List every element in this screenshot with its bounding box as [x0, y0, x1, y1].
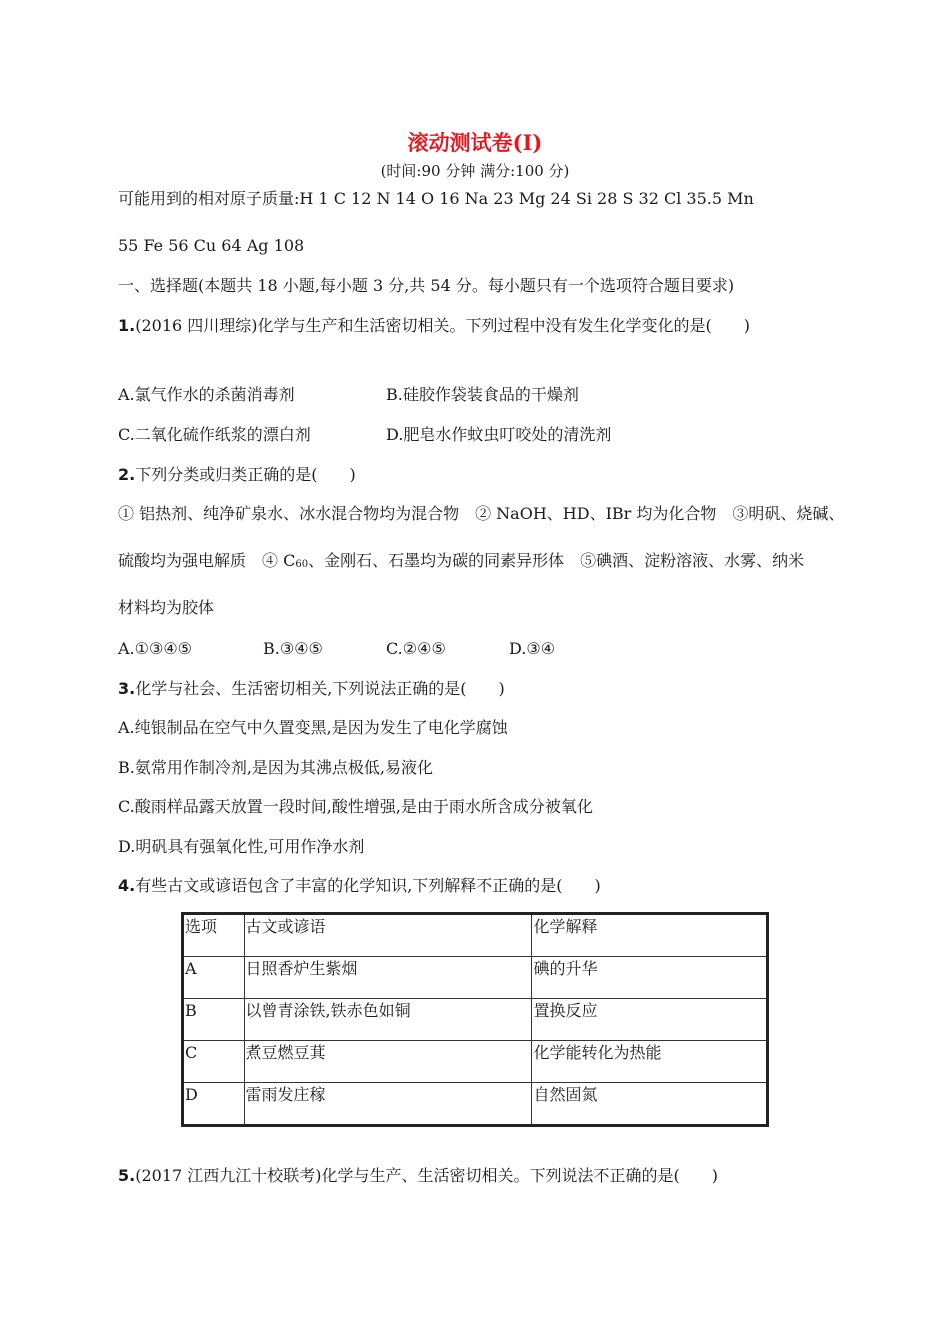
q3-option-b: B.氨常用作制冷剂,是因为其沸点极低,易液化	[118, 758, 434, 777]
q3-option-c: C.酸雨样品露天放置一段时间,酸性增强,是由于雨水所含成分被氧化	[118, 797, 593, 816]
q2-option-c: C.②④⑤	[386, 639, 446, 658]
question-number: 5.	[118, 1166, 136, 1185]
section-header: 一、选择题(本题共 18 小题,每小题 3 分,共 54 分。每小题只有一个选项符合题目要求)	[118, 276, 735, 295]
page-title: 滚动测试卷(Ⅰ)	[407, 130, 543, 155]
table-cell: 自然固氮	[532, 1083, 768, 1126]
question-number: 2.	[118, 465, 136, 484]
table-header-row	[183, 914, 768, 957]
q2-option-b: B.③④⑤	[263, 639, 323, 658]
question-4	[118, 876, 601, 896]
q2-statement-line-2	[118, 551, 804, 575]
question-number: 4.	[118, 876, 136, 895]
question-stem: 化学与社会、生活密切相关,下列说法正确的是( )	[135, 679, 505, 698]
q2-statement-line-1: ① 铝热剂、纯净矿泉水、冰水混合物均为混合物 ② NaOH、HD、IBr 均为化合物 ③明矾、烧碱、	[118, 504, 845, 523]
table-header-cell: 选项	[183, 914, 245, 957]
question-stem: 下列分类或归类正确的是( )	[135, 465, 356, 484]
q2-option-d: D.③④	[509, 639, 556, 658]
table-cell: A	[183, 957, 245, 999]
table-cell: 日照香炉生紫烟	[244, 957, 532, 999]
q2-line2-part-a: 硫酸均为强电解质 ④ C	[118, 551, 296, 570]
atomic-masses-line-2: 55 Fe 56 Cu 64 Ag 108	[118, 236, 305, 255]
question-5	[118, 1166, 718, 1186]
table-cell: C	[183, 1041, 245, 1083]
q4-table	[181, 912, 769, 1127]
table-cell: D	[183, 1083, 245, 1126]
table-cell: 置换反应	[532, 999, 768, 1041]
q2-statement-line-3: 材料均为胶体	[118, 598, 215, 617]
exam-info: (时间:90 分钟 满分:100 分)	[380, 162, 570, 180]
question-1	[118, 316, 750, 336]
table-header-cell: 化学解释	[532, 914, 768, 957]
table-cell: 煮豆燃豆萁	[244, 1041, 532, 1083]
table-cell: 以曾青涂铁,铁赤色如铜	[244, 999, 532, 1041]
q3-option-a: A.纯银制品在空气中久置变黑,是因为发生了电化学腐蚀	[118, 718, 508, 737]
q3-option-d: D.明矾具有强氧化性,可用作净水剂	[118, 837, 365, 856]
table-row	[183, 1083, 768, 1126]
table-row	[183, 957, 768, 999]
q2-line2-part-b: 、金刚石、石墨均为碳的同素异形体 ⑤碘酒、淀粉溶液、水雾、纳米	[308, 551, 805, 570]
question-2	[118, 465, 356, 485]
table-cell: B	[183, 999, 245, 1041]
table-cell: 雷雨发庄稼	[244, 1083, 532, 1126]
q1-option-b: B.硅胶作袋装食品的干燥剂	[386, 385, 579, 404]
table-cell: 碘的升华	[532, 957, 768, 999]
table-row	[183, 1041, 768, 1083]
table-cell: 化学能转化为热能	[532, 1041, 768, 1083]
q1-option-c: C.二氧化硫作纸浆的漂白剂	[118, 425, 311, 444]
question-stem: 有些古文或谚语包含了丰富的化学知识,下列解释不正确的是( )	[135, 876, 601, 895]
question-number: 1.	[118, 316, 136, 335]
q1-option-a: A.氯气作水的杀菌消毒剂	[118, 385, 295, 404]
q2-option-a: A.①③④⑤	[118, 639, 193, 658]
table-header-cell: 古文或谚语	[244, 914, 532, 957]
question-stem: (2016 四川理综)化学与生产和生活密切相关。下列过程中没有发生化学变化的是( )	[135, 316, 750, 335]
question-stem: (2017 江西九江十校联考)化学与生产、生活密切相关。下列说法不正确的是( )	[135, 1166, 718, 1185]
atomic-masses-line-1: 可能用到的相对原子质量:H 1 C 12 N 14 O 16 Na 23 Mg 24 Si 28 S 32 Cl 35.5 Mn	[118, 189, 754, 208]
table-row	[183, 999, 768, 1041]
subscript: 60	[295, 559, 309, 570]
question-number: 3.	[118, 679, 136, 698]
question-3	[118, 679, 505, 699]
q1-option-d: D.肥皂水作蚊虫叮咬处的清洗剂	[386, 425, 612, 444]
